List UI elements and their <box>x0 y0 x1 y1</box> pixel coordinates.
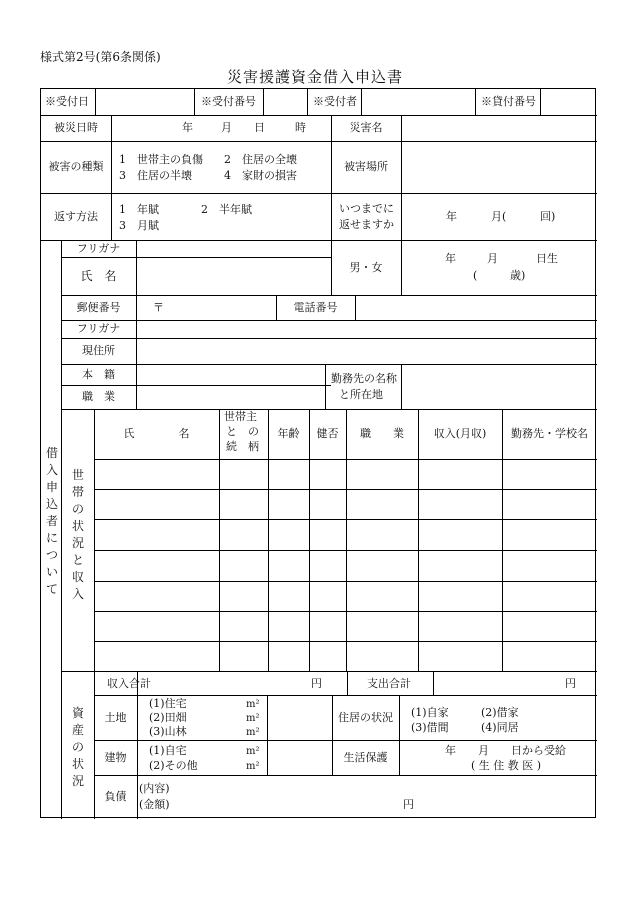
debt-label: 負債 <box>104 790 127 803</box>
date-hour-unit: 時 <box>295 121 306 134</box>
household-row[interactable] <box>95 520 597 550</box>
damage-option-2[interactable]: 2 住居の全壊 <box>224 153 297 166</box>
repay-option-monthly[interactable]: 3 月賦 <box>119 219 159 232</box>
household-row[interactable] <box>95 490 597 519</box>
gender-selector[interactable]: 男・女 <box>349 260 383 274</box>
col-header-name: 氏 名 <box>123 427 190 440</box>
debt-field[interactable] <box>181 775 597 819</box>
repay-until-field[interactable] <box>402 193 597 240</box>
debt-content-label: (内容) <box>139 782 170 795</box>
income-total-label: 収入合計 <box>107 677 151 690</box>
repay-until-label-1: いつまでに <box>339 202 394 215</box>
date-year-unit: 年 <box>182 121 193 134</box>
land-unit-field: m² <box>246 713 260 724</box>
furigana-field[interactable] <box>137 240 331 257</box>
land-unit-house: m² <box>246 699 260 710</box>
building-item-home: (1)自宅 <box>149 744 187 757</box>
application-form <box>40 88 596 818</box>
reception-date-field[interactable] <box>96 89 194 115</box>
disaster-name-field[interactable] <box>402 115 597 141</box>
col-header-workplace: 勤務先・学校名 <box>511 427 588 440</box>
col-header-relation-3: 続 柄 <box>226 440 259 453</box>
damage-option-4[interactable]: 4 家財の損害 <box>224 169 297 182</box>
income-total-field[interactable] <box>138 671 347 695</box>
housing-label: 住居の状況 <box>338 710 393 724</box>
building-item-other: (2)その他 <box>149 759 198 772</box>
loan-number-field[interactable] <box>541 89 597 115</box>
building-unit-home: m² <box>246 746 260 757</box>
household-row[interactable] <box>95 582 597 611</box>
household-row[interactable] <box>95 642 597 671</box>
birth-month-unit: 月 <box>487 252 498 265</box>
debt-amount-label: (金額) <box>139 798 170 811</box>
repay-month-unit: 月( <box>491 210 507 223</box>
postal-mark: 〒 <box>153 301 164 314</box>
building-label: 建物 <box>104 750 127 764</box>
employer-label-1: 勤務先の名称 <box>331 372 397 385</box>
loan-number-label: ※貸付番号 <box>481 95 536 108</box>
reception-number-label: ※受付番号 <box>201 95 256 108</box>
address-furigana-field[interactable] <box>137 320 597 338</box>
expense-total-field[interactable] <box>434 671 597 695</box>
damage-option-3[interactable]: 3 住居の半壊 <box>119 169 192 182</box>
col-header-relation-2: と の <box>226 425 259 438</box>
occupation-label: 職 業 <box>82 390 115 403</box>
debt-yen: 円 <box>403 798 414 811</box>
welfare-kinds[interactable]: ( 生 住 教 医 ) <box>471 759 542 772</box>
disaster-date-field[interactable] <box>112 115 331 141</box>
date-month-unit: 月 <box>221 121 232 134</box>
col-header-job: 職 業 <box>360 427 404 440</box>
reception-number-field[interactable] <box>264 89 307 115</box>
address-furigana-label: フリガナ <box>76 322 121 335</box>
income-total-yen: 円 <box>311 677 322 690</box>
furigana-label: フリガナ <box>76 241 121 255</box>
col-header-age: 年齢 <box>277 427 300 440</box>
postal-field[interactable] <box>137 295 276 320</box>
col-header-income: 収入(月収) <box>433 427 487 440</box>
name-field[interactable] <box>137 257 331 295</box>
age-open: ( <box>473 269 478 282</box>
repay-times-unit: 回) <box>540 210 556 223</box>
col-header-health: 健否 <box>316 427 339 440</box>
phone-label: 電話番号 <box>293 300 338 314</box>
address-label: 現住所 <box>82 344 115 357</box>
name-label: 氏 名 <box>80 269 117 283</box>
damage-place-field[interactable] <box>402 141 597 193</box>
housing-option-room[interactable]: (3)借間 <box>411 721 449 734</box>
reception-date-label: ※受付日 <box>45 95 89 108</box>
land-label: 土地 <box>104 710 127 724</box>
col-header-relation-1: 世帯主 <box>224 410 257 423</box>
household-side-label: 世帯の状況と収入 <box>71 468 84 601</box>
domicile-field[interactable] <box>137 364 325 385</box>
receiver-label: ※受付者 <box>313 95 357 108</box>
household-row[interactable] <box>95 460 597 489</box>
expense-total-yen: 円 <box>565 677 576 690</box>
age-close: 歳) <box>510 269 526 282</box>
damage-type-label: 被害の種類 <box>48 160 104 173</box>
birth-year-unit: 年 <box>445 252 456 265</box>
damage-option-1[interactable]: 1 世帯主の負傷 <box>119 153 203 166</box>
birth-day-unit: 日生 <box>536 252 558 265</box>
repay-year-unit: 年 <box>446 210 457 223</box>
phone-field[interactable] <box>356 295 597 320</box>
disaster-name-label: 災害名 <box>349 121 383 134</box>
housing-option-own[interactable]: (1)自家 <box>411 706 449 719</box>
address-field[interactable] <box>137 338 597 364</box>
welfare-label: 生活保護 <box>343 750 388 764</box>
housing-option-cohabit[interactable]: (4)同居 <box>481 721 519 734</box>
repay-option-semiannual[interactable]: 2 半年賦 <box>201 203 252 216</box>
repay-option-annual[interactable]: 1 年賦 <box>119 203 159 216</box>
assets-side-label: 資産の状況 <box>71 706 84 788</box>
repayment-method-label: 返す方法 <box>54 209 98 223</box>
household-row[interactable] <box>95 551 597 581</box>
building-unit-other: m² <box>246 761 260 772</box>
disaster-date-label: 被災日時 <box>54 121 98 134</box>
land-item-house: (1)住宅 <box>149 697 187 710</box>
damage-place-label: 被害場所 <box>344 160 388 173</box>
receiver-field[interactable] <box>362 89 475 115</box>
welfare-date: 年 月 日から受給 <box>445 744 566 757</box>
form-number: 様式第2号(第6条関係) <box>40 50 161 64</box>
housing-option-rent[interactable]: (2)借家 <box>481 706 519 719</box>
applicant-side-label: 借入申込者について <box>45 446 58 596</box>
expense-total-label: 支出合計 <box>367 677 411 690</box>
land-unit-forest: m² <box>246 727 260 738</box>
employer-label-2: と所在地 <box>339 388 383 401</box>
repay-until-label-2: 返せますか <box>339 218 394 231</box>
page-title: 災害援護資金借入申込書 <box>226 68 403 86</box>
employer-field[interactable] <box>402 364 597 409</box>
domicile-label: 本 籍 <box>82 367 115 381</box>
occupation-field[interactable] <box>137 385 325 409</box>
date-day-unit: 日 <box>254 121 265 134</box>
postal-label: 郵便番号 <box>76 300 121 314</box>
household-row[interactable] <box>95 612 597 641</box>
land-item-forest: (3)山林 <box>149 725 187 738</box>
land-item-field: (2)田畑 <box>149 711 187 724</box>
birthdate-field[interactable] <box>402 240 597 295</box>
